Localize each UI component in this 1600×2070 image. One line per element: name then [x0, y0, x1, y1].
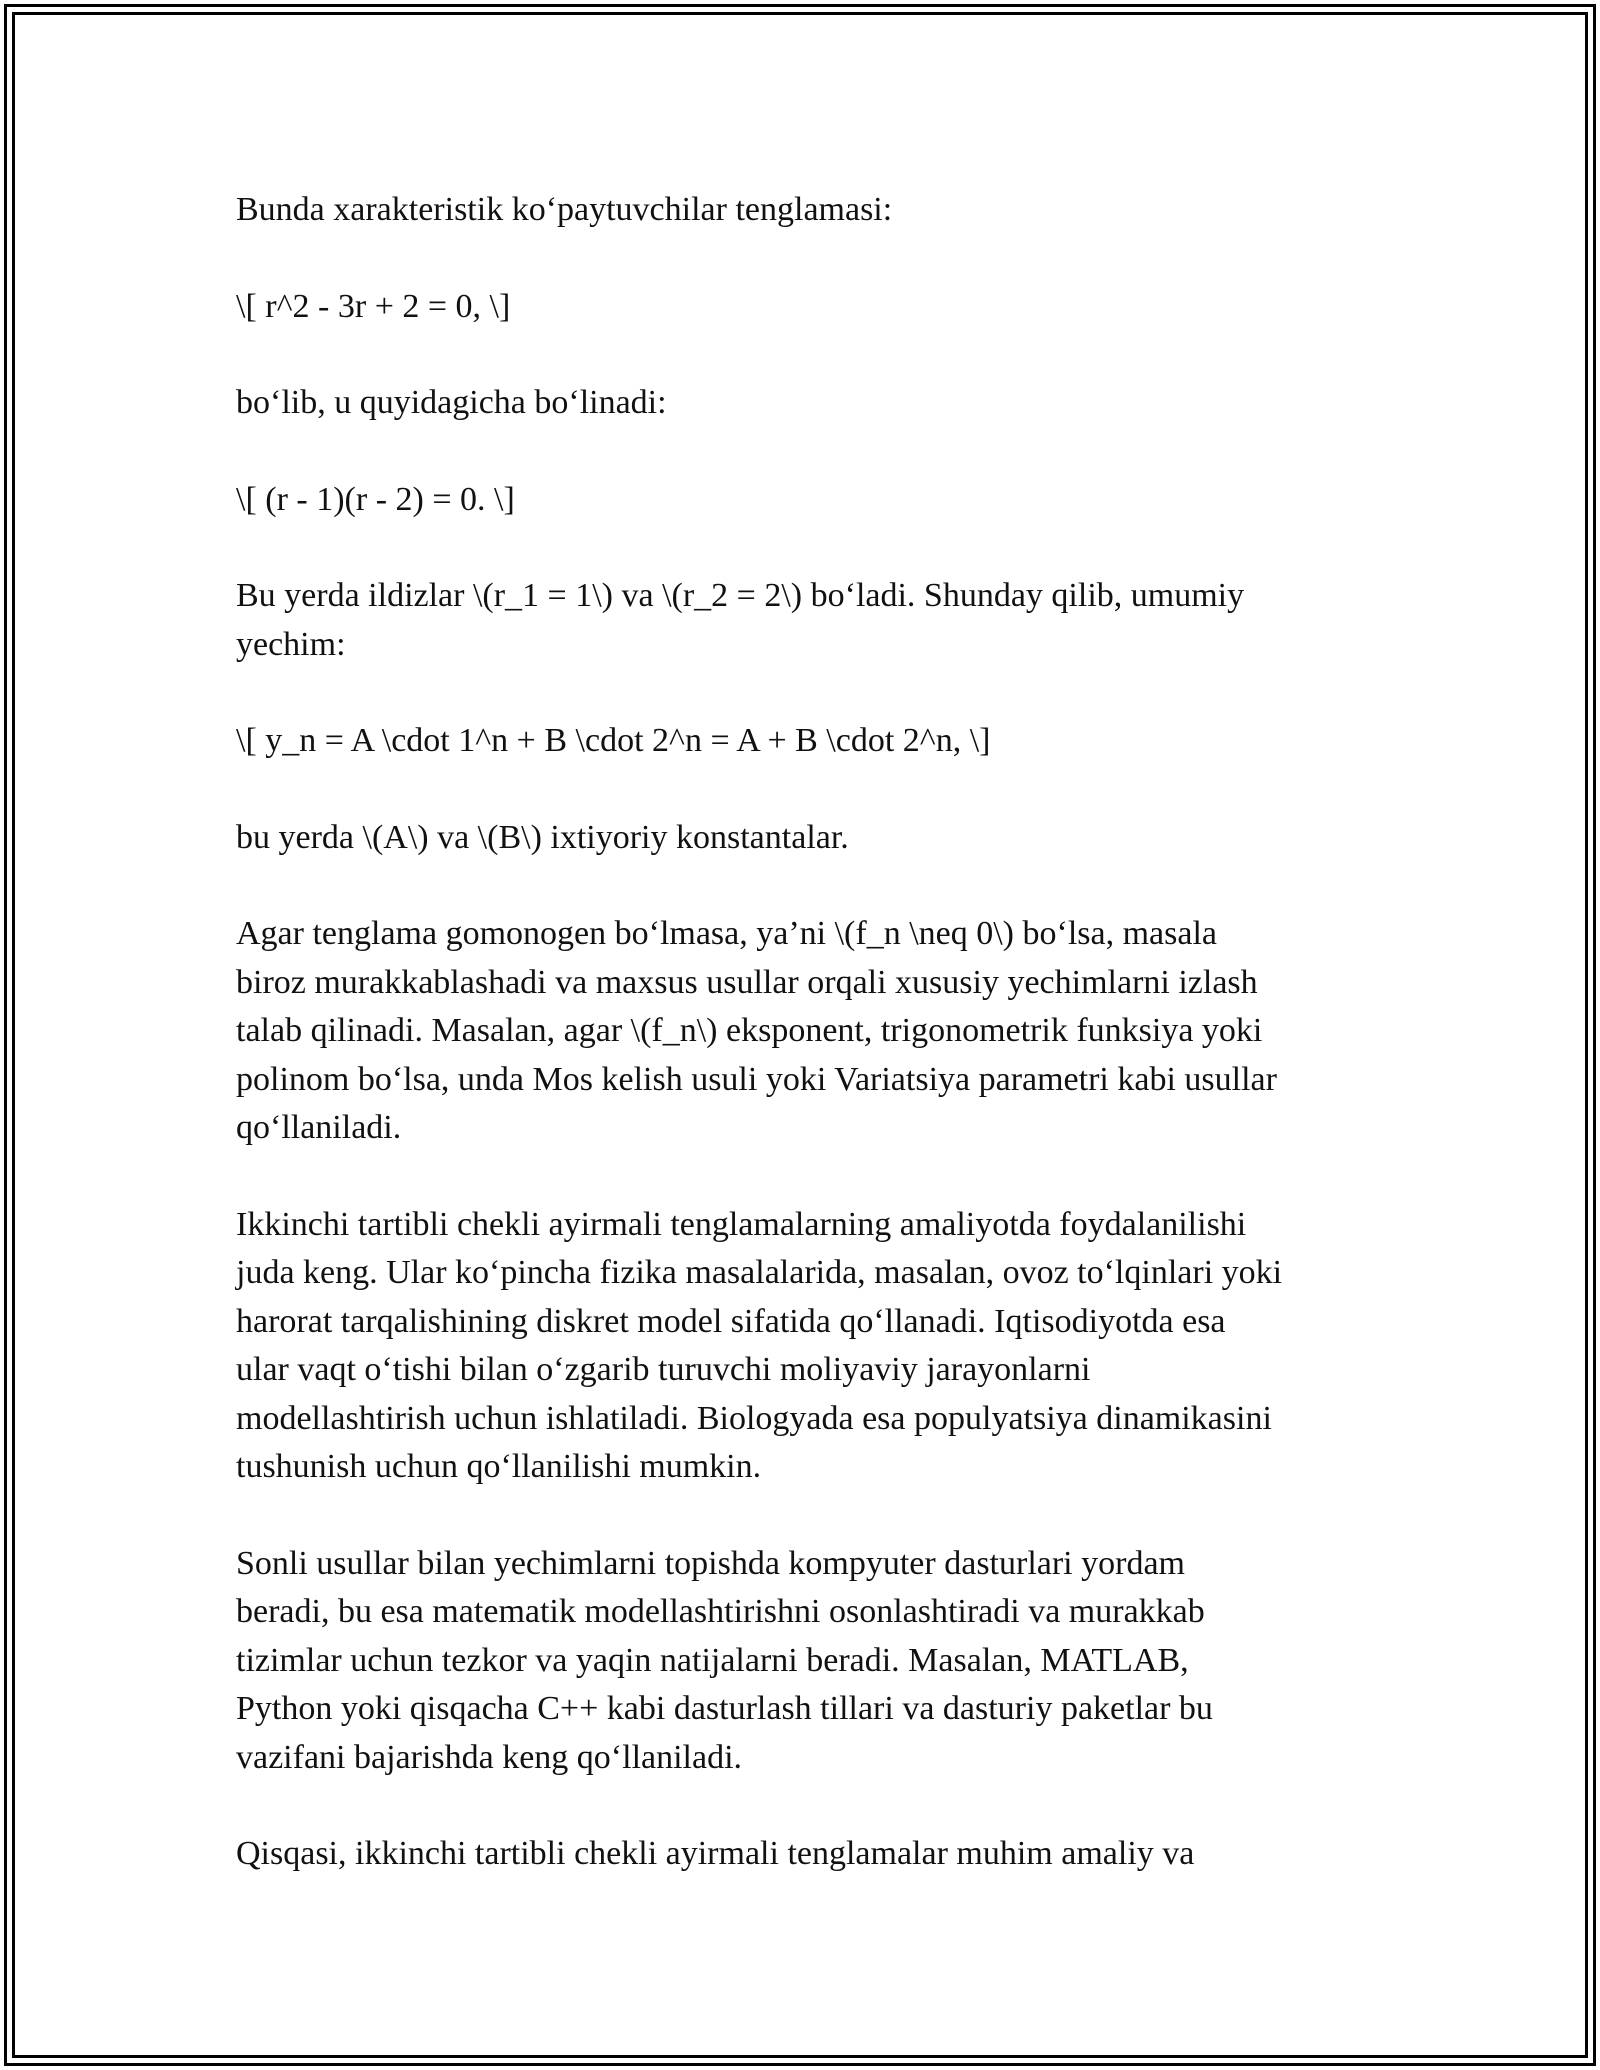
paragraph-numerical-methods: Sonli usullar bilan yechimlarni topishda kompyuter dasturlari yordam beradi, bu esa matematik modellashtirishni osonlashtiradi va murakkab tizimlar uchun tezkor va yaqin natijalarni beradi. Masalan, MATLAB, Python yoki qisqacha C++ kabi dasturlash tillari va dasturiy paketlar bu vazifani bajarishda keng qo‘llaniladi. [236, 1544, 1213, 1776]
equation-general-solution: \[ y_n = A \cdot 1^n + B \cdot 2^n = A + B \cdot 2^n, \] [236, 722, 991, 759]
paragraph-intro: Bunda xarakteristik ko‘paytuvchilar tenglamasi: [236, 191, 893, 228]
paragraph-nonhomogeneous: Agar tenglama gomonogen bo‘lmasa, ya’ni \(f_n \neq 0\) bo‘lsa, masala biroz murakkablashadi va maxsus usullar orqali xususiy yechimlarni izlash talab qilinadi. Masalan, agar \(f_n\) eksponent, trigonometrik funksiya yoki polinom bo‘lsa, unda Mos kelish usuli yoki Variatsiya parametri kabi usullar qo‘llaniladi. [236, 915, 1277, 1146]
paragraph-constants: bu yerda \(A\) va \(B\) ixtiyoriy konstantalar. [236, 818, 849, 856]
paragraph-summary: Qisqasi, ikkinchi tartibli chekli ayirmali tenglamalar muhim amaliy va [236, 1835, 1195, 1872]
paragraph-factoring: bo‘lib, u quyidagicha bo‘linadi: [236, 384, 667, 421]
paragraph-roots: Bu yerda ildizlar \(r_1 = 1\) va \(r_2 = 2\) bo‘ladi. Shunday qilib, umumiy yechim: [236, 577, 1245, 663]
paragraph-applications: Ikkinchi tartibli chekli ayirmali tenglamalarning amaliyotda foydalanilishi juda keng. Ular ko‘pincha fizika masalalarida, masalan, ovoz to‘lqinlari yoki harorat tarqalishining diskret model sifatida qo‘llanadi. Iqtisodiyotda esa ular vaqt o‘tishi bilan o‘zgarib turuvchi moliyaviy jarayonlarni modellashtirish uchun ishlatiladi. Biologyada esa populyatsiya dinamikasini tushunish uchun qo‘llanilishi mumkin. [236, 1205, 1283, 1485]
equation-factored: \[ (r - 1)(r - 2) = 0. \] [236, 480, 515, 518]
equation-characteristic: \[ r^2 - 3r + 2 = 0, \] [236, 287, 511, 325]
document-body [236, 186, 1376, 1927]
